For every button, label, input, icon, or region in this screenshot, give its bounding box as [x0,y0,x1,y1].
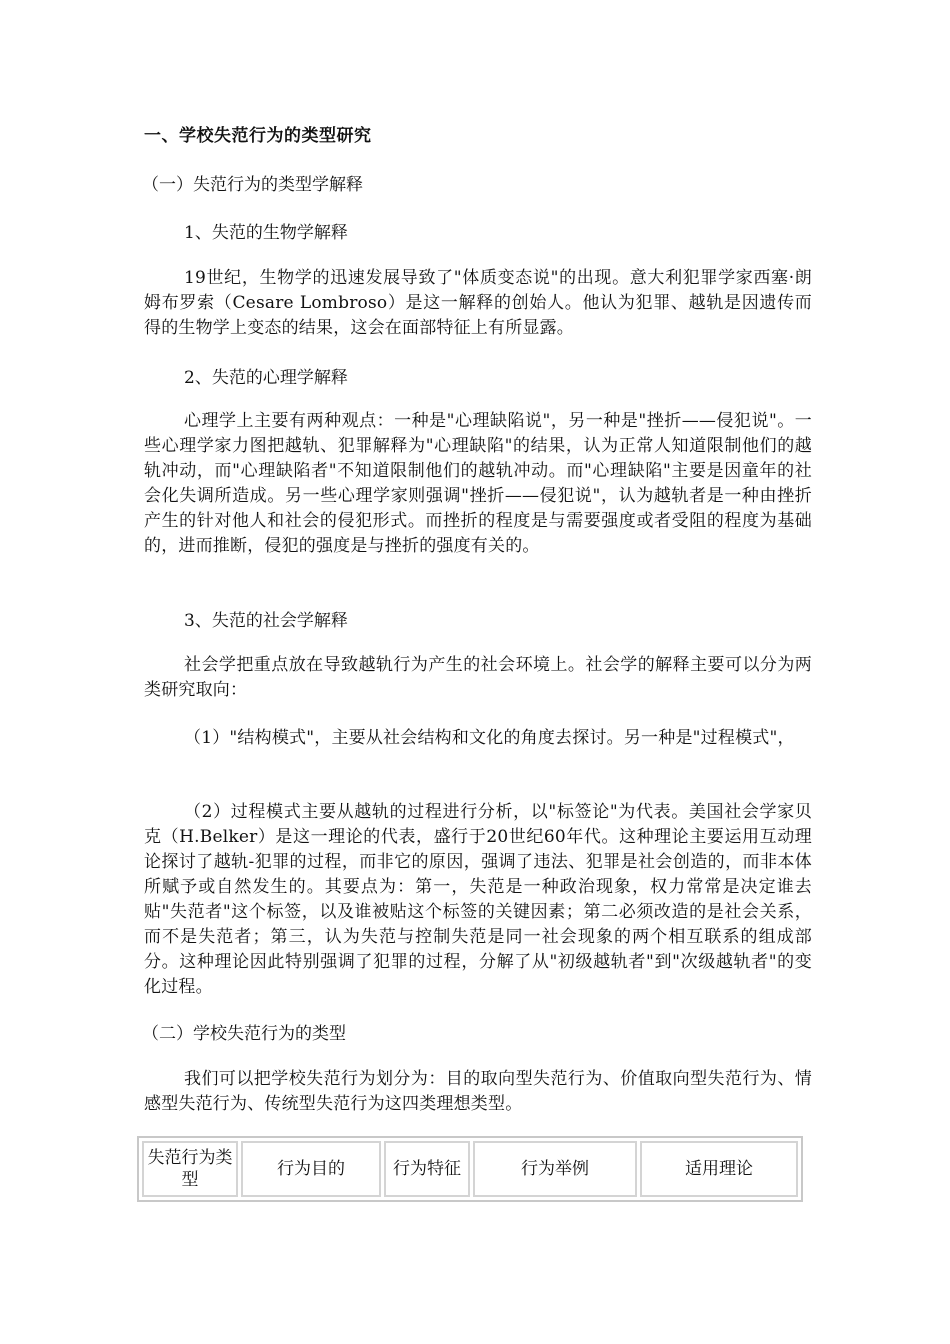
behavior-type-table [137,1136,803,1202]
paragraph-school-types: 我们可以把学校失范行为划分为：目的取向型失范行为、价值取向型失范行为、情感型失范行为、传统型失范行为这四类理想类型。 [144,1069,812,1114]
item-heading-biology: 1、失范的生物学解释 [184,223,348,243]
table-header-cell: 适用理论 [640,1141,798,1197]
paragraph-psychology: 心理学上主要有两种观点：一种是"心理缺陷说"，另一种是"挫折——侵犯说"。一些心理学家力图把越轨、犯罪解释为"心理缺陷"的结果，认为正常人知道限制他们的越轨冲动，而"心理缺陷者"不知道限制他们的越轨冲动。而"心理缺陷"主要是因童年的社会化失调所造成。另一些心理学家则强调"挫折——侵犯说"，认为越轨者是一种由挫折产生的针对他人和社会的侵犯形式。而挫折的程度是与需要强度或者受阻的程度为基础的，进而推断，侵犯的强度是与挫折的强度有关的。 [144,411,812,556]
subsection-title-1: （一）失范行为的类型学解释 [142,175,363,195]
table-header-row [142,1141,798,1197]
paragraph-biology: 19世纪，生物学的迅速发展导致了"体质变态说"的出现。意大利犯罪学家西塞·朗姆布罗索（Cesare Lombroso）是这一解释的创始人。他认为犯罪、越轨是因遗传而得的生物学上变态的结果，这会在面部特征上有所显露。 [144,268,812,338]
table-header-cell: 失范行为类型 [142,1141,238,1197]
table-header-cell: 行为目的 [241,1141,381,1197]
section-title: 一、学校失范行为的类型研究 [144,126,372,146]
paragraph-sociology: 社会学把重点放在导致越轨行为产生的社会环境上。社会学的解释主要可以分为两类研究取向： [144,655,812,700]
item-heading-sociology: 3、失范的社会学解释 [184,611,348,631]
paragraph-process-model: （2）过程模式主要从越轨的过程进行分析，以"标签论"为代表。美国社会学家贝克（H.Belker）是这一理论的代表，盛行于20世纪60年代。这种理论主要运用互动理论探讨了越轨-犯罪的过程，而非它的原因，强调了违法、犯罪是社会创造的，而非本体所赋予或自然发生的。其要点为：第一，失范是一种政治现象，权力常常是决定谁去贴"失范者"这个标签，以及谁被贴这个标签的关键因素；第二必须改造的是社会关系，而不是失范者；第三，认为失范与控制失范是同一社会现象的两个相互联系的组成部分。这种理论因此特别强调了犯罪的过程，分解了从"初级越轨者"到"次级越轨者"的变化过程。 [144,802,812,997]
paragraph-structure-model: （1）"结构模式"，主要从社会结构和文化的角度去探讨。另一种是"过程模式"， [184,728,795,748]
table-header-cell: 行为特征 [384,1141,470,1197]
subsection-title-2: （二）学校失范行为的类型 [142,1024,346,1044]
item-heading-psychology: 2、失范的心理学解释 [184,368,348,388]
table-header-cell: 行为举例 [473,1141,637,1197]
